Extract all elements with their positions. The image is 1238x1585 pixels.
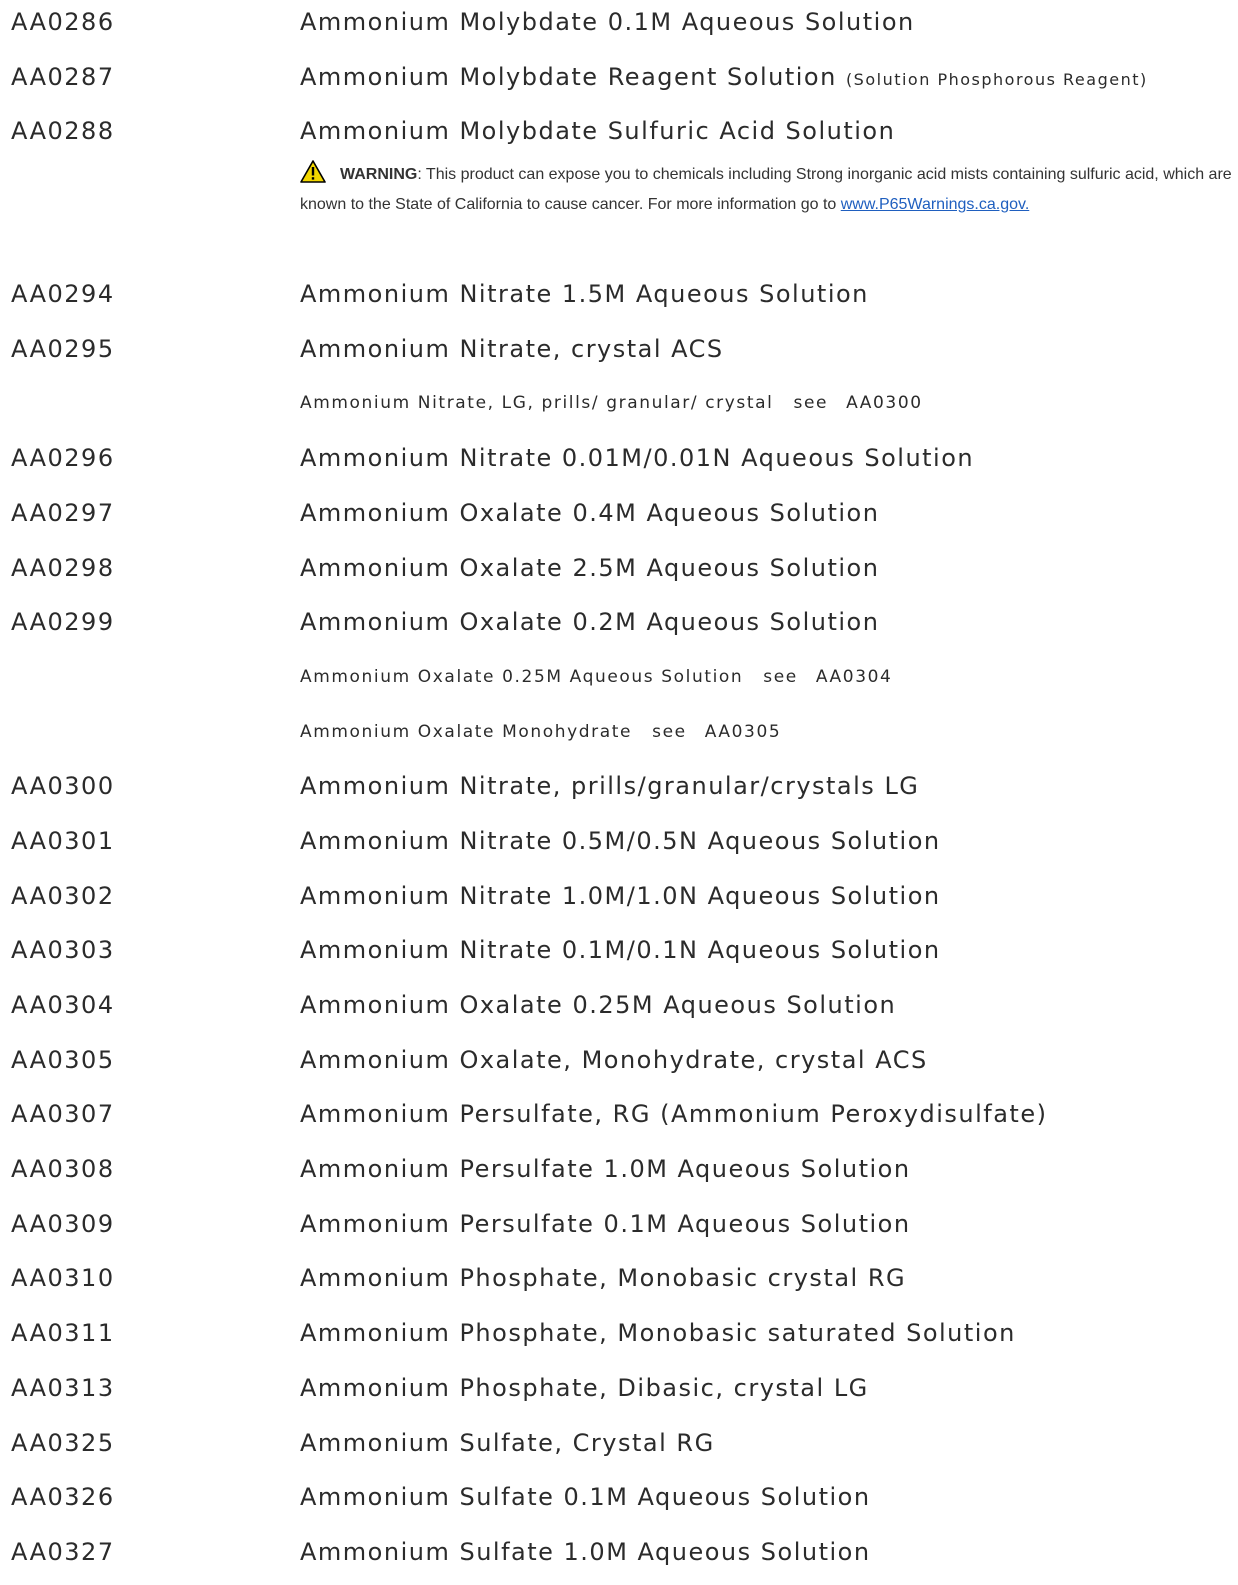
product-name: Ammonium Persulfate 0.1M Aqueous Solution [300, 1209, 911, 1238]
product-name: Ammonium Oxalate 2.5M Aqueous Solution [300, 553, 880, 582]
product-name: Ammonium Phosphate, Monobasic saturated Solution [300, 1319, 1016, 1348]
product-code: AA0301 [11, 826, 115, 855]
product-name: Ammonium Molybdate 0.1M Aqueous Solution [300, 8, 915, 36]
product-code: AA0305 [11, 1045, 115, 1074]
see-word: see [763, 666, 798, 687]
product-code: AA0300 [11, 772, 115, 801]
warning-label: WARNING [340, 166, 418, 184]
product-name: Ammonium Molybdate Reagent Solution [300, 62, 837, 91]
product-code: AA0307 [11, 1100, 115, 1129]
product-code: AA0325 [11, 1428, 115, 1457]
see-reference [300, 381, 923, 425]
product-name: Ammonium Nitrate 1.0M/1.0N Aqueous Solution [300, 881, 941, 910]
product-code: AA0288 [11, 117, 115, 146]
product-code: AA0326 [11, 1483, 115, 1512]
catalog-row [0, 0, 1238, 55]
product-code: AA0304 [11, 991, 115, 1019]
catalog-row [0, 1038, 1238, 1093]
catalog-row [0, 109, 1238, 164]
see-reference-code: AA0305 [704, 721, 782, 742]
product-code: AA0294 [11, 280, 115, 309]
see-reference [300, 710, 781, 754]
catalog-row [0, 1256, 1238, 1311]
product-code: AA0309 [11, 1209, 115, 1238]
see-reference-name: Ammonium Nitrate, LG, prills/ granular/ crystal [300, 393, 774, 414]
catalog-row [0, 491, 1238, 546]
product-code: AA0302 [11, 881, 115, 910]
product-name: Ammonium Sulfate 0.1M Aqueous Solution [300, 1483, 871, 1512]
product-code: AA0313 [11, 1373, 115, 1402]
product-code: AA0286 [11, 8, 115, 36]
catalog-row [0, 546, 1238, 601]
catalog-row [0, 1147, 1238, 1202]
product-name: Ammonium Nitrate 0.01M/0.01N Aqueous Solution [300, 444, 975, 473]
product-name: Ammonium Oxalate, Monohydrate, crystal ACS [300, 1045, 928, 1074]
see-reference-code: AA0300 [846, 393, 923, 414]
prop65-warning [0, 160, 1238, 264]
catalog-row [0, 436, 1238, 491]
warning-message: : This product can expose you to chemicals including Strong inorganic acid mists containing sulfuric acid, which are known to the State of California to cause cancer. For more information go to [300, 166, 1232, 214]
product-name: Ammonium Oxalate 0.4M Aqueous Solution [300, 498, 880, 527]
catalog-row [0, 1475, 1238, 1530]
catalog-row [0, 1202, 1238, 1257]
catalog-row [0, 600, 1238, 655]
product-note: (Solution Phosphorous Reagent) [845, 69, 1148, 89]
product-name: Ammonium Persulfate 1.0M Aqueous Solution [300, 1155, 911, 1184]
product-name-with-note [300, 55, 1148, 102]
catalog-row [0, 874, 1238, 929]
product-name: Ammonium Sulfate, Crystal RG [300, 1428, 715, 1457]
product-code: AA0297 [11, 498, 115, 527]
product-code: AA0287 [11, 62, 115, 91]
product-code: AA0303 [11, 936, 115, 965]
warning-text-block [300, 160, 1238, 218]
product-code: AA0299 [11, 608, 115, 637]
see-reference-row [0, 655, 1238, 710]
catalog-row [0, 1092, 1238, 1147]
product-name: Ammonium Nitrate 1.5M Aqueous Solution [300, 280, 869, 309]
product-code: AA0327 [11, 1537, 115, 1566]
see-reference-row [0, 381, 1238, 436]
catalog-row [0, 983, 1238, 1038]
product-name: Ammonium Nitrate 0.5M/0.5N Aqueous Solution [300, 826, 941, 855]
see-reference-row [0, 710, 1238, 765]
product-code: AA0311 [11, 1319, 115, 1348]
catalog-row [0, 327, 1238, 382]
product-name: Ammonium Nitrate 0.1M/0.1N Aqueous Solution [300, 936, 941, 965]
catalog-row [0, 1530, 1238, 1585]
product-name: Ammonium Oxalate 0.25M Aqueous Solution [300, 991, 897, 1019]
product-code: AA0298 [11, 553, 115, 582]
catalog-row [0, 819, 1238, 874]
see-word: see [793, 393, 829, 414]
catalog-row [0, 55, 1238, 110]
catalog-row [0, 1421, 1238, 1476]
product-code: AA0295 [11, 334, 115, 363]
product-code: AA0296 [11, 444, 115, 473]
product-name: Ammonium Nitrate, prills/granular/crystals LG [300, 772, 920, 801]
product-name: Ammonium Molybdate Sulfuric Acid Solution [300, 117, 896, 146]
product-name: Ammonium Persulfate, RG (Ammonium Peroxydisulfate) [300, 1100, 1048, 1129]
catalog-row [0, 1311, 1238, 1366]
product-name: Ammonium Nitrate, crystal ACS [300, 334, 724, 363]
product-name: Ammonium Oxalate 0.2M Aqueous Solution [300, 608, 880, 637]
warning-triangle-icon [300, 160, 326, 192]
catalog-row [0, 928, 1238, 983]
catalog-row [0, 1366, 1238, 1421]
see-word: see [652, 721, 687, 742]
p65-warnings-link[interactable]: www.P65Warnings.ca.gov. [840, 196, 1030, 214]
product-code: AA0308 [11, 1155, 115, 1184]
see-reference-name: Ammonium Oxalate 0.25M Aqueous Solution [300, 666, 744, 687]
catalog-row [0, 272, 1238, 327]
product-name: Ammonium Sulfate 1.0M Aqueous Solution [300, 1537, 871, 1566]
see-reference-code: AA0304 [815, 666, 893, 687]
product-name: Ammonium Phosphate, Dibasic, crystal LG [300, 1373, 869, 1402]
product-code: AA0310 [11, 1264, 115, 1293]
product-name: Ammonium Phosphate, Monobasic crystal RG [300, 1264, 907, 1293]
see-reference-name: Ammonium Oxalate Monohydrate [300, 721, 633, 742]
see-reference [300, 655, 892, 699]
catalog-row [0, 764, 1238, 819]
